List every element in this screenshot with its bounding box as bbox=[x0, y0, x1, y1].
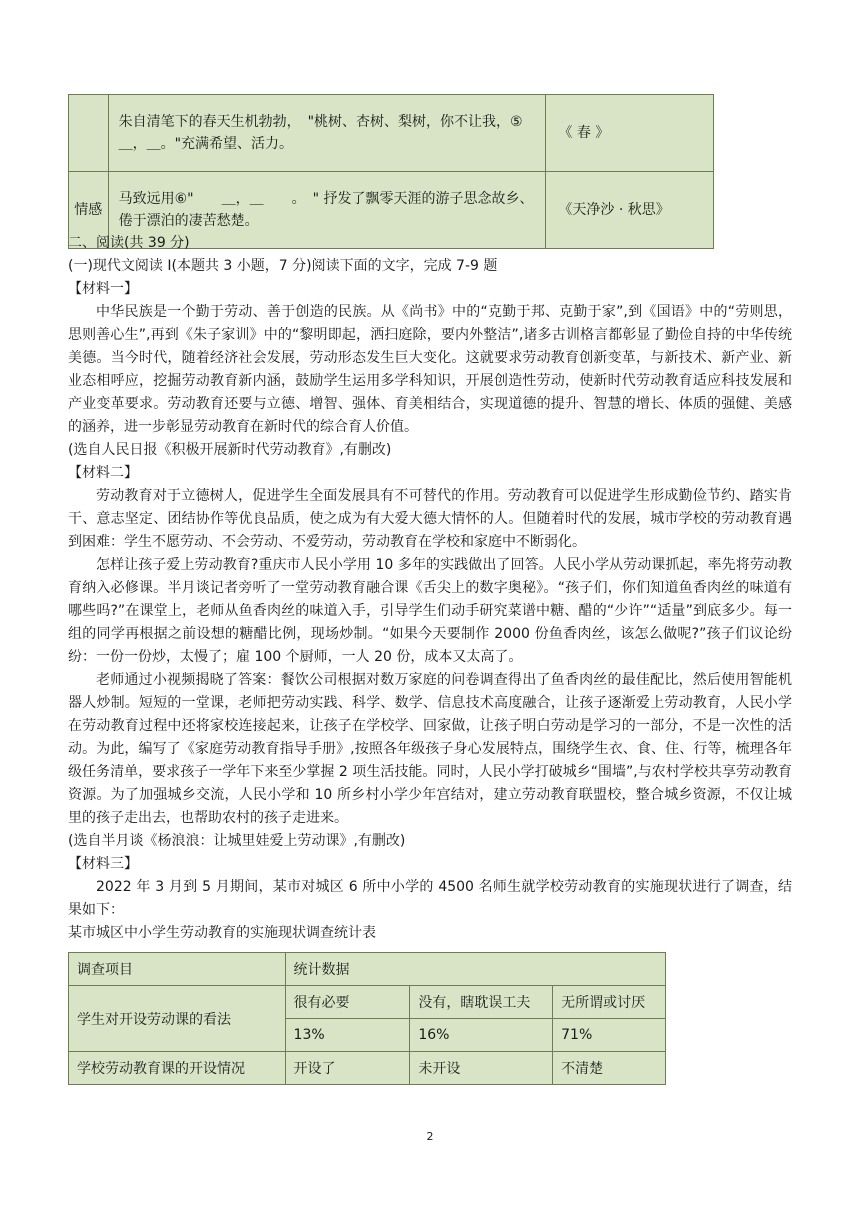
material-label: 【材料二】 bbox=[68, 465, 138, 481]
option-cell: 开设了 bbox=[285, 1052, 410, 1085]
material-label: 【材料一】 bbox=[68, 281, 138, 297]
row-label-cell: 学校劳动教育课的开设情况 bbox=[69, 1052, 286, 1085]
material-paragraph: 劳动教育对于立德树人，促进学生全面发展具有不可替代的作用。劳动教育可以促进学生形成勤俭节约、踏实肯干、意志坚定、团结协作等优良品质，使之成为有大爱大德大情怀的人。但随着时代的发展，城市学校的劳动教育遇到困难：学生不愿劳动、不会劳动、不爱劳动，劳动教育在学校和家庭中不断弱化。 bbox=[68, 488, 792, 550]
page-number: 2 bbox=[426, 1130, 434, 1143]
survey-table bbox=[68, 952, 666, 1085]
section-sub-heading: (一)现代文阅读 I(本题共 3 小题，7 分)阅读下面的文字，完成 7-9 题 bbox=[68, 258, 498, 274]
option-cell: 未开设 bbox=[410, 1052, 553, 1085]
material-label: 【材料三】 bbox=[68, 856, 138, 872]
table-row bbox=[69, 986, 666, 1019]
value-cell: 13% bbox=[285, 1019, 410, 1052]
source-cell: 《 春 》 bbox=[546, 95, 714, 172]
category-cell bbox=[69, 95, 109, 172]
option-cell: 无所谓或讨厌 bbox=[553, 986, 666, 1019]
material-paragraph: 中华民族是一个勤于劳动、善于创造的民族。从《尚书》中的“克勤于邦、克勤于家”,到《国语》中的“劳则思，思则善心生”,再到《朱子家训》中的“黎明即起，洒扫庭除，要内外整洁”,诸多古训格言都彰显了勤俭自持的中华传统美德。当今时代，随着经济社会发展，劳动形态发生巨大变化。这就要求劳动教育创新变革，与新技术、新产业、新业态相呼应，挖掘劳动教育新内涵，鼓励学生运用多学科知识，开展创造性劳动，使新时代劳动教育适应科技发展和产业变革要求。劳动教育还要与立德、增智、强体、育美相结合，实现道德的提升、智慧的增长、体质的强健、美感的涵养，进一步彰显劳动教育在新时代的综合育人价值。 bbox=[68, 304, 792, 435]
material-source: (选自人民日报《积极开展新时代劳动教育》,有删改) bbox=[68, 442, 392, 458]
material-source: (选自半月谈《杨浪浪：让城里娃爱上劳动课》,有删改) bbox=[68, 833, 406, 849]
table-row bbox=[69, 953, 666, 986]
table-row bbox=[69, 1052, 666, 1085]
category-cell: 情感 bbox=[69, 172, 109, 249]
section-heading: 二、阅读(共 39 分) bbox=[68, 235, 190, 251]
content-cell: 朱自清笔下的春天生机勃勃， "桃树、杏树、梨树，你不让我，⑤＿，＿。"充满希望、活力。 bbox=[108, 95, 546, 172]
material-paragraph: 怎样让孩子爱上劳动教育?重庆市人民小学用 10 多年的实践做出了回答。人民小学从劳动课抓起，率先将劳动教育纳入必修课。半月谈记者旁听了一堂劳动教育融合课《舌尖上的数字奥秘》。“孩子们，你们知道鱼香肉丝的味道有哪些吗?”在课堂上，老师从鱼香肉丝的味道入手，引导学生们动手研究菜谱中糖、醋的“少许”“适量”到底多少。每一组的同学再根据之前设想的糖醋比例，现场炒制。“如果今天要制作 2000 份鱼香肉丝，该怎么做呢?”孩子们议论纷纷：一份一份炒，太慢了；雇 100 个厨师，一人 20 份，成本又太高了。 bbox=[68, 557, 792, 665]
row-label-cell: 学生对开设劳动课的看法 bbox=[69, 986, 286, 1052]
header-cell: 调查项目 bbox=[69, 953, 286, 986]
poetry-table bbox=[68, 94, 714, 249]
table-row bbox=[69, 95, 714, 172]
header-cell: 统计数据 bbox=[285, 953, 665, 986]
option-cell: 没有，瞎耽误工夫 bbox=[410, 986, 553, 1019]
value-cell: 16% bbox=[410, 1019, 553, 1052]
material-paragraph: 老师通过小视频揭晓了答案：餐饮公司根据对数万家庭的问卷调查得出了鱼香肉丝的最佳配比，然后使用智能机器人炒制。短短的一堂课，老师把劳动实践、科学、数学、信息技术高度融合，让孩子逐渐爱上劳动教育，人民小学在劳动教育过程中还将家校连接起来，让孩子在学校学、回家做，让孩子明白劳动是学习的一部分，不是一次性的活动。为此，编写了《家庭劳动教育指导手册》,按照各年级孩子身心发展特点，围绕学生衣、食、住、行等，梳理各年级任务清单，要求孩子一学年下来至少掌握 2 项生活技能。同时，人民小学打破城乡“围墙”,与农村学校共享劳动教育资源。为了加强城乡交流，人民小学和 10 所乡村小学少年宫结对，建立劳动教育联盟校，整合城乡资源，不仅让城里的孩子走出去，也帮助农村的孩子走进来。 bbox=[68, 672, 792, 826]
option-cell: 不清楚 bbox=[553, 1052, 666, 1085]
value-cell: 71% bbox=[553, 1019, 666, 1052]
reading-section bbox=[68, 232, 792, 945]
content-cell: 马致远用⑥" ＿，＿ 。 " 抒发了飘零天涯的游子思念故乡、倦于漂泊的凄苦愁楚。 bbox=[108, 172, 546, 249]
source-cell: 《天净沙 · 秋思》 bbox=[546, 172, 714, 249]
table-title: 某市城区中小学生劳动教育的实施现状调查统计表 bbox=[68, 925, 376, 941]
option-cell: 很有必要 bbox=[285, 986, 410, 1019]
material-paragraph: 2022 年 3 月到 5 月期间，某市对城区 6 所中小学的 4500 名师生就学校劳动教育的实施现状进行了调查，结果如下： bbox=[68, 879, 792, 918]
